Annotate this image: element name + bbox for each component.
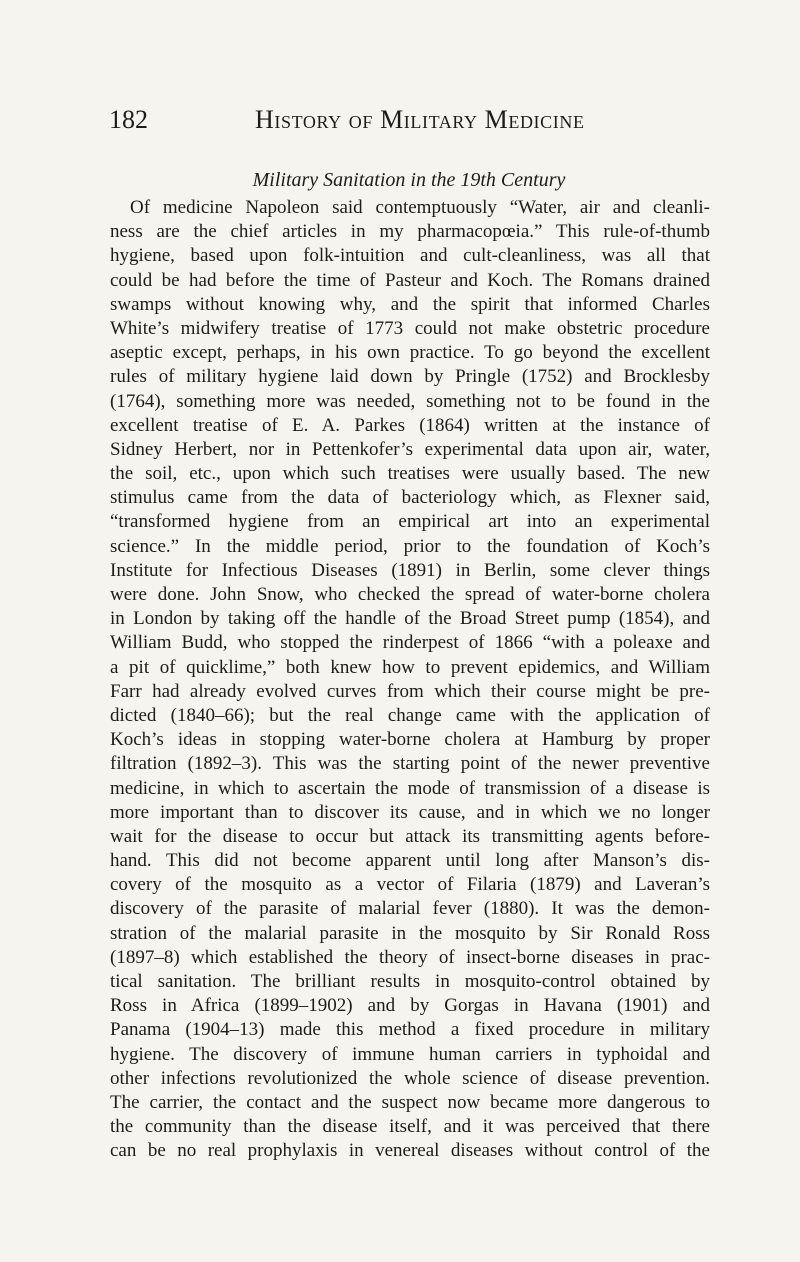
text-line: more important than to discover its cause, and in which we no longer: [110, 801, 710, 823]
text-line: William Budd, who stopped the rinderpest of 1866 “with a poleaxe and: [110, 632, 710, 654]
text-line: ness are the chief articles in my pharmacopœia.” This rule-of-thumb: [110, 221, 710, 243]
running-head: [109, 103, 709, 137]
text-line: (1764), something more was needed, something not to be found in the: [110, 390, 710, 412]
body-text: [110, 196, 710, 1164]
text-line: Sidney Herbert, nor in Pettenkofer’s experimental data upon air, water,: [110, 438, 710, 460]
section-heading-tail: th Century: [480, 169, 566, 191]
text-line: (1897–8) which established the theory of insect-borne diseases in prac-: [110, 946, 710, 968]
page-number: 182: [109, 105, 148, 134]
text-line: Of medicine Napoleon said contemptuously “Water, air and cleanli-: [130, 197, 710, 218]
text-line: rules of military hygiene laid down by Pringle (1752) and Brocklesby: [110, 366, 710, 388]
text-line: Ross in Africa (1899–1902) and by Gorgas in Havana (1901) and: [110, 995, 710, 1017]
section-heading-century: 19: [460, 169, 481, 191]
text-line: hand. This did not become apparent until long after Manson’s dis-: [110, 850, 710, 872]
text-line: filtration (1892–3). This was the starting point of the newer preventive: [110, 753, 710, 775]
text-line: aseptic except, perhaps, in his own practice. To go beyond the excellent: [110, 342, 710, 364]
text-line: medicine, in which to ascertain the mode of transmission of a disease is: [110, 777, 710, 799]
text-line: Panama (1904–13) made this method a fixed procedure in military: [110, 1019, 710, 1041]
running-title: History of Military Medicine: [255, 105, 585, 134]
text-line: The carrier, the contact and the suspect now became more dangerous to: [110, 1091, 710, 1113]
section-heading: [0, 167, 800, 193]
text-line: swamps without knowing why, and the spirit that informed Charles: [110, 293, 710, 315]
text-line: in London by taking off the handle of the Broad Street pump (1854), and: [110, 608, 710, 630]
text-line: stration of the malarial parasite in the mosquito by Sir Ronald Ross: [110, 922, 710, 944]
text-line: wait for the disease to occur but attack its transmitting agents before-: [110, 825, 710, 847]
text-line: dicted (1840–66); but the real change came with the application of: [110, 704, 710, 726]
text-line: stimulus came from the data of bacteriology which, as Flexner said,: [110, 487, 710, 509]
text-line: a pit of quicklime,” both knew how to prevent epidemics, and William: [110, 656, 710, 678]
text-line: can be no real prophylaxis in venereal diseases without control of the: [110, 1140, 710, 1162]
text-line: tical sanitation. The brilliant results in mosquito-control obtained by: [110, 971, 710, 992]
text-line: covery of the mosquito as a vector of Filaria (1879) and Laveran’s: [110, 874, 710, 896]
text-line: other infections revolutionized the whole science of disease prevention.: [110, 1067, 710, 1089]
text-line: Farr had already evolved curves from which their course might be pre-: [110, 680, 710, 702]
text-line: hygiene. The discovery of immune human carriers in typhoidal and: [110, 1043, 710, 1065]
section-heading-text: Military Sanitation in the: [252, 169, 461, 191]
text-line: excellent treatise of E. A. Parkes (1864) written at the instance of: [110, 414, 710, 436]
text-line: “transformed hygiene from an empirical art into an experimental: [110, 511, 710, 533]
text-line: the community than the disease itself, and it was perceived that there: [110, 1116, 710, 1138]
text-line: the soil, etc., upon which such treatises were usually based. The new: [110, 463, 710, 485]
text-line: hygiene, based upon folk-intuition and cult-cleanliness, was all that: [110, 245, 710, 267]
text-line: Koch’s ideas in stopping water-borne cholera at Hamburg by proper: [110, 729, 710, 751]
text-line: White’s midwifery treatise of 1773 could not make obstetric procedure: [110, 317, 710, 339]
text-line: science.” In the middle period, prior to the foundation of Koch’s: [110, 535, 710, 557]
text-line: Institute for Infectious Diseases (1891) in Berlin, some clever things: [110, 559, 710, 581]
text-line: could be had before the time of Pasteur and Koch. The Romans drained: [110, 269, 710, 291]
text-line: were done. John Snow, who checked the spread of water-borne cholera: [110, 584, 710, 605]
text-line: discovery of the parasite of malarial fever (1880). It was the demon-: [110, 898, 710, 920]
